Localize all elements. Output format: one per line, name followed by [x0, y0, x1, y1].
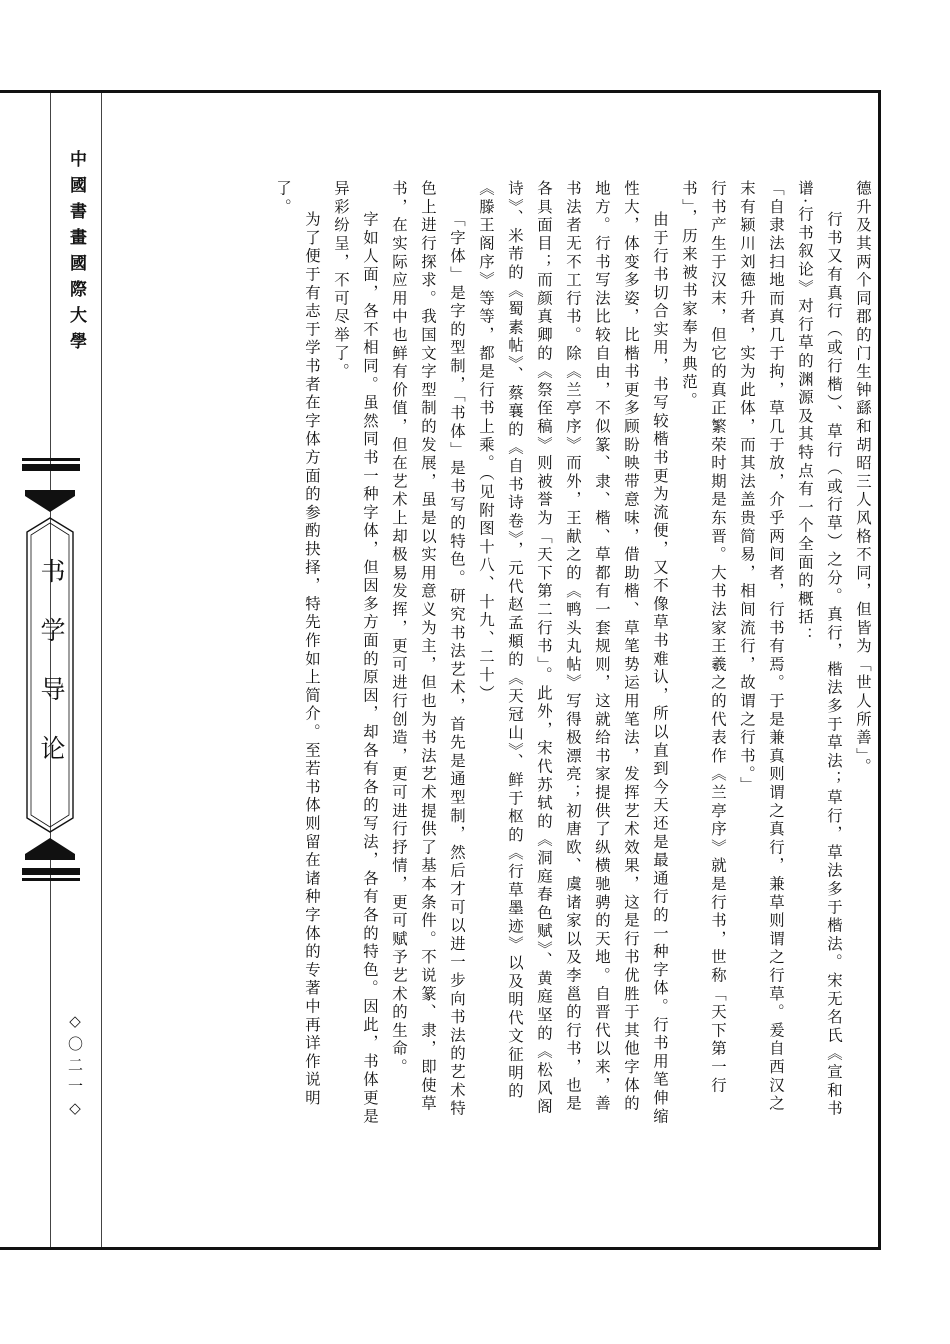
sidebar-rule-right [101, 93, 102, 1247]
paragraph: 行书又有真行（或行楷）、草行（或行草）之分。真行，楷法多于草法；草行，草法多于楷法。宋无名氏《宣和书谱·行书叙论》对行草的渊源及其特点有一个全面的概括： [796, 180, 843, 1119]
paragraph: 由于行书切合实用，书写较楷书更为流便，又不像草书难认，所以直到今天还是最通行的一种字体。行书用笔伸缩性大，体变多姿，比楷书更多顾盼映带意味，借助楷、草笔势运用笔法，发挥艺术效果，这是行书优胜于其他字体的地方。行书写法比较自由，不似篆、隶、楷、草都有一套规则，这就给书家提供了纵横驰骋的天地。自晋代以来，善书法者无不工行书。除《兰亭序》而外，王献之的《鸭头丸帖》写得极漂亮；初唐欧、虞诸家以及李邕的行书，也是各具面目；而颜真卿的《祭侄稿》则被誉为「天下第二行书」。此外，宋代苏轼的《洞庭春色赋》、黄庭坚的《松风阁诗》、米芾的《蜀素帖》、蔡襄的《自书诗卷》，元代赵孟頫的《天冠山》、鲜于枢的《行草墨迹》以及明代文征明的《滕王阁序》等等，都是行书上乘。（见附图十八、十九、二十） [477, 180, 669, 1126]
paragraph: 字如人面，各不相同。虽然同书一种字体，但因多方面的原因，却各有各的写法，各有各的特色。因此，书体更是异彩纷呈，不可尽举了。 [332, 180, 379, 1126]
paragraph: 德升及其两个同郡的门生钟繇和胡昭三人风格不同，但皆为「世人所善」。 [854, 180, 872, 777]
book-title-cartouche [22, 458, 80, 888]
title-rule-top-thick [22, 464, 80, 471]
body-text [274, 180, 877, 1130]
quotation-paragraph: 「自隶法扫地而真几于拘，草几于放，介乎两间者，行书有焉。于是兼真则谓之真行，兼草则谓之行草。爰自西汉之末有颍川刘德升者，实为此体，而其法盖贵简易，相间流行，故谓之行书。」 [738, 180, 785, 1114]
book-title: 书学导论 [37, 558, 66, 794]
title-rule-top-thin [22, 458, 80, 461]
paragraph: 「字体」是字的型制，「书体」是书写的特色。研究书法艺术，首先是通型制，然后才可以进一步向书法的艺术特色上进行探求。我国文字型制的发展，虽是以实用意义为主，但也为书法艺术提供了基本条件。不说篆、隶，即使草书，在实际应用中也鲜有价值，但在艺术上却极易发挥，更可进行创造，更可进行抒情，更可赋予艺术的生命。 [390, 180, 466, 1119]
university-name: 中國書畫國際大學 [66, 150, 86, 358]
title-rule-bottom-thin [22, 878, 80, 881]
paragraph: 为了便于有志于学书者在字体方面的参酌抉择，特先作如上简介。至若书体则留在诸种字体的专著中再详作说明了。 [274, 180, 321, 1108]
page-number: ◇〇二一◇ [66, 1012, 84, 1123]
paragraph: 行书产生于汉末，但它的真正繁荣时期是东晋。大书法家王羲之的代表作《兰亭序》就是行书，世称「天下第一行书」，历来被书家奉为典范。 [680, 180, 727, 1095]
title-rule-bottom-thick [22, 868, 80, 875]
